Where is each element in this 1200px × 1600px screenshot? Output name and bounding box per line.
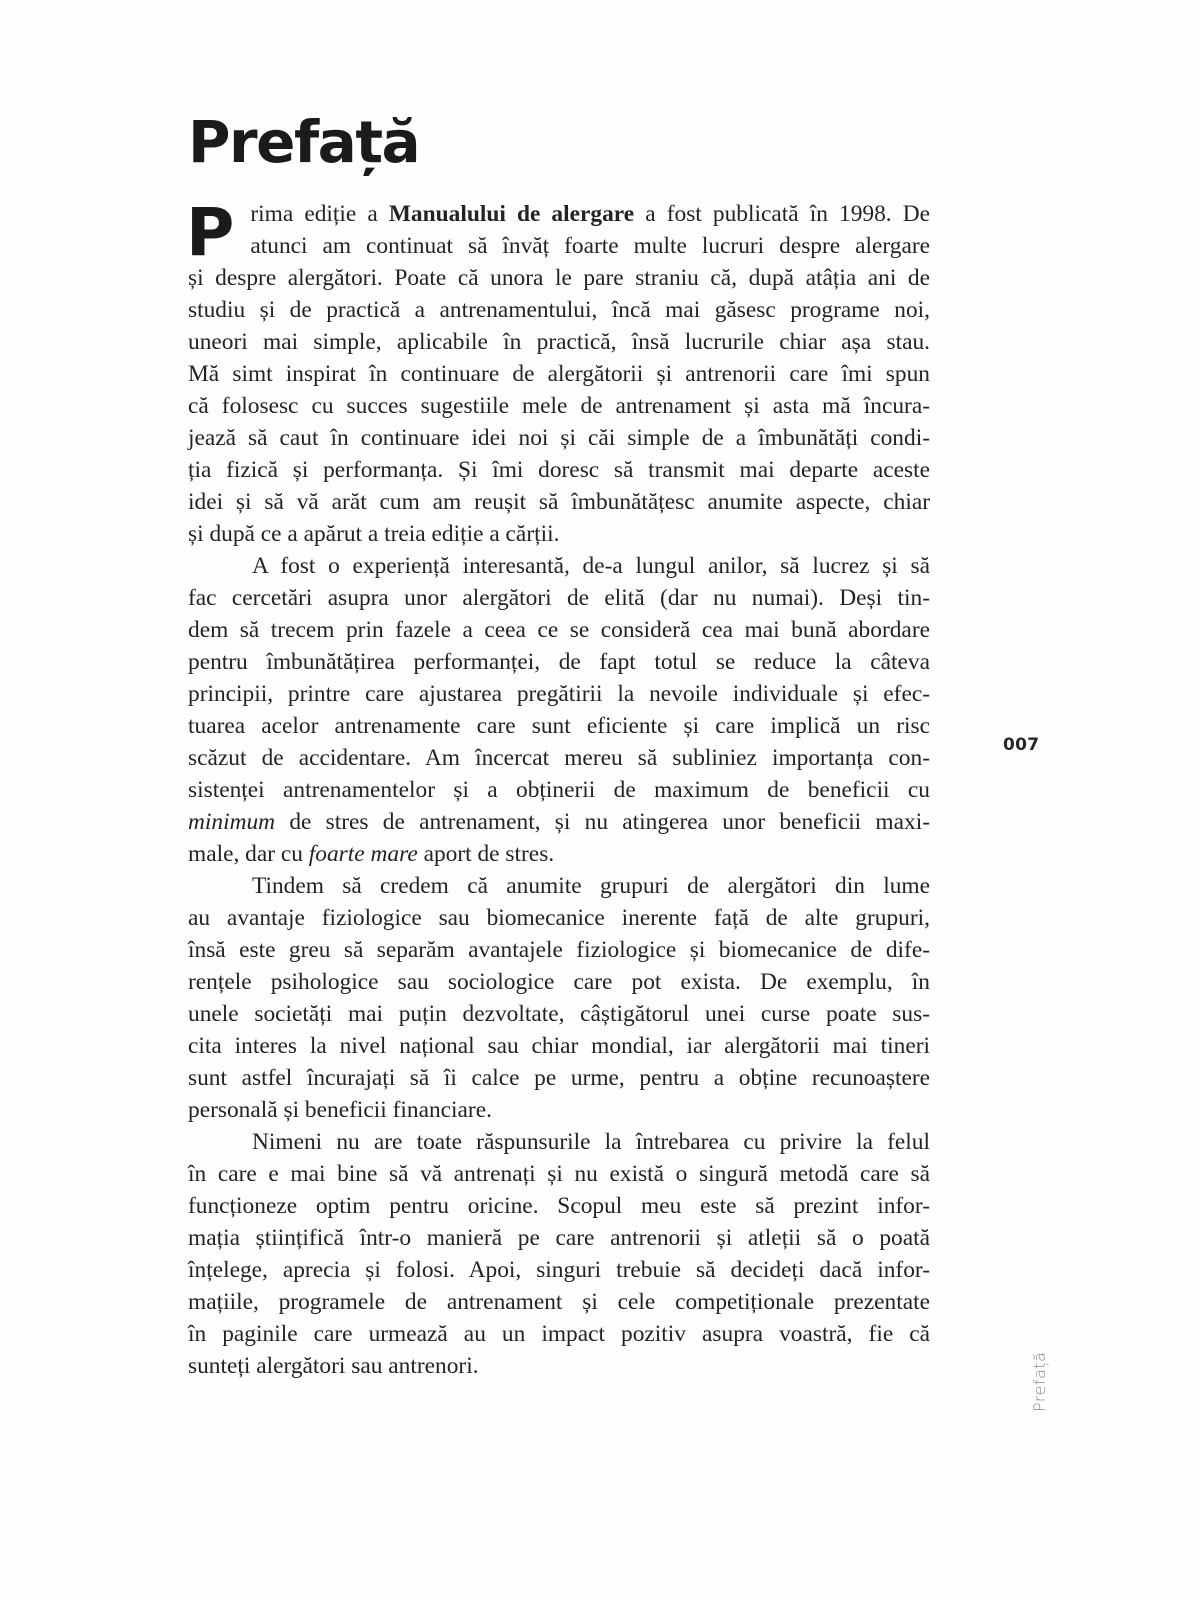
text-segment: și despre alergători. Poate că unora le pare straniu că, după atâția ani de <box>188 265 930 291</box>
text-line <box>188 1094 930 1126</box>
text-line <box>188 518 930 550</box>
text-segment: în paginile care urmează au un impact pozitiv asupra voastră, fie că <box>188 1321 930 1347</box>
text-line <box>188 358 930 390</box>
text-line <box>188 646 930 678</box>
paragraph <box>188 1126 930 1382</box>
text-line <box>188 486 930 518</box>
text-segment: male, dar cu <box>188 841 309 867</box>
text-line <box>188 1350 930 1382</box>
text-line <box>188 870 930 902</box>
text-line <box>188 934 930 966</box>
text-line <box>188 966 930 998</box>
text-line <box>188 294 930 326</box>
text-segment: cita interes la nivel național sau chiar mondial, iar alergătorii mai tineri <box>188 1033 930 1059</box>
text-segment: însă este greu să separăm avantajele fiziologice și biomecanice de dife- <box>188 937 930 963</box>
text-segment: principii, printre care ajustarea pregătirii la nevoile individuale și efec- <box>188 681 930 707</box>
text-segment: ția fizică și performanța. Și îmi doresc să transmit mai departe aceste <box>188 457 930 483</box>
text-segment: studiu și de practică a antrenamentului, încă mai găsesc programe noi, <box>188 297 930 323</box>
text-line <box>188 390 930 422</box>
text-segment: sistenței antrenamentelor și a obținerii de maximum de beneficii cu <box>188 777 930 803</box>
text-segment: că folosesc cu succes sugestiile mele de antrenament și asta mă încura- <box>188 393 930 419</box>
text-line <box>188 774 930 806</box>
paragraph <box>188 550 930 870</box>
text-segment: idei și să vă arăt cum am reușit să îmbunătățesc anumite aspecte, chiar <box>188 489 930 515</box>
running-head: Prefață <box>1030 1351 1049 1412</box>
text-line <box>188 1222 930 1254</box>
text-segment: atunci am continuat să învăț foarte multe lucruri despre alergare <box>250 233 930 259</box>
text-segment: uneori mai simple, aplicabile în practică, însă lucrurile chiar așa stau. <box>188 329 930 355</box>
text-line <box>188 806 930 838</box>
text-line <box>188 902 930 934</box>
text-line <box>188 998 930 1030</box>
text-segment: au avantaje fiziologice sau biomecanice inerente față de alte grupuri, <box>188 905 930 931</box>
text-line <box>188 198 930 230</box>
text-segment: scăzut de accidentare. Am încercat mereu să subliniez importanța con- <box>188 745 930 771</box>
text-line <box>188 230 930 262</box>
text-line <box>188 710 930 742</box>
text-line <box>188 454 930 486</box>
text-line <box>188 1126 930 1158</box>
italic-text: foarte mare <box>308 841 418 867</box>
text-segment: personală și beneficii financiare. <box>188 1097 492 1123</box>
text-segment: dem să trecem prin fazele a ceea ce se consideră cea mai bună abordare <box>188 617 930 643</box>
text-segment: Mă simt inspirat în continuare de alergătorii și antrenorii care îmi spun <box>188 361 930 387</box>
body-text <box>186 194 930 1382</box>
text-line <box>188 1158 930 1190</box>
text-segment: în care e mai bine să vă antrenați și nu există o singură metodă care să <box>188 1161 930 1187</box>
text-segment: funcționeze optim pentru oricine. Scopul meu este să prezint infor- <box>188 1193 930 1219</box>
text-segment: rima ediție a <box>250 201 389 227</box>
text-segment: pentru îmbunătățirea performanței, de fapt totul se reduce la câteva <box>188 649 930 675</box>
bold-text: Manualului de alergare <box>388 201 635 227</box>
text-line <box>188 614 930 646</box>
text-segment: mația științifică într-o manieră pe care antrenorii și atleții să o poată <box>188 1225 930 1251</box>
paragraph <box>188 870 930 1126</box>
text-segment: jează să caut în continuare idei noi și căi simple de a îmbunătăți condi- <box>188 425 930 451</box>
text-line <box>188 1254 930 1286</box>
text-line <box>188 678 930 710</box>
text-segment: sunteți alergători sau antrenori. <box>188 1353 479 1379</box>
text-segment: Tindem să credem că anumite grupuri de alergători din lume <box>252 873 930 899</box>
text-line <box>188 262 930 294</box>
drop-cap: P <box>186 194 235 271</box>
text-line <box>188 742 930 774</box>
text-segment: tuarea acelor antrenamente care sunt eficiente și care implică un risc <box>188 713 930 739</box>
text-segment: și după ce a apărut a treia ediție a cărții. <box>188 521 560 547</box>
text-segment: A fost o experiență interesantă, de-a lungul anilor, să lucrez și să <box>252 553 930 579</box>
text-segment: sunt astfel încurajați să îi calce pe urme, pentru a obține recunoaștere <box>188 1065 930 1091</box>
text-segment: unele societăți mai puțin dezvoltate, câștigătorul unei curse poate sus- <box>188 1001 930 1027</box>
text-line <box>188 550 930 582</box>
text-line <box>188 1030 930 1062</box>
text-line <box>188 326 930 358</box>
text-segment: aport de stres. <box>417 841 555 867</box>
paragraph <box>186 194 930 550</box>
text-line <box>188 1286 930 1318</box>
text-segment: fac cercetări asupra unor alergători de elită (dar nu numai). Deși tin- <box>188 585 930 611</box>
text-line <box>188 422 930 454</box>
text-line <box>188 1190 930 1222</box>
chapter-title: Prefață <box>188 108 420 176</box>
text-segment: înțelege, aprecia și folosi. Apoi, singuri trebuie să decideți dacă infor- <box>188 1257 930 1283</box>
text-segment: Nimeni nu are toate răspunsurile la întrebarea cu privire la felul <box>252 1129 930 1155</box>
italic-text: minimum <box>188 809 276 835</box>
text-line <box>188 582 930 614</box>
text-segment: a fost publicată în 1998. De <box>634 201 930 227</box>
text-line <box>188 1062 930 1094</box>
text-segment: mațiile, programele de antrenament și cele competiționale prezentate <box>188 1289 930 1315</box>
text-line <box>188 1318 930 1350</box>
text-line <box>188 838 930 870</box>
text-segment: rențele psihologice sau sociologice care pot exista. De exemplu, în <box>188 969 930 995</box>
text-segment: de stres de antrenament, și nu atingerea unor beneficii maxi- <box>275 809 930 835</box>
page-number: 007 <box>1003 735 1040 755</box>
